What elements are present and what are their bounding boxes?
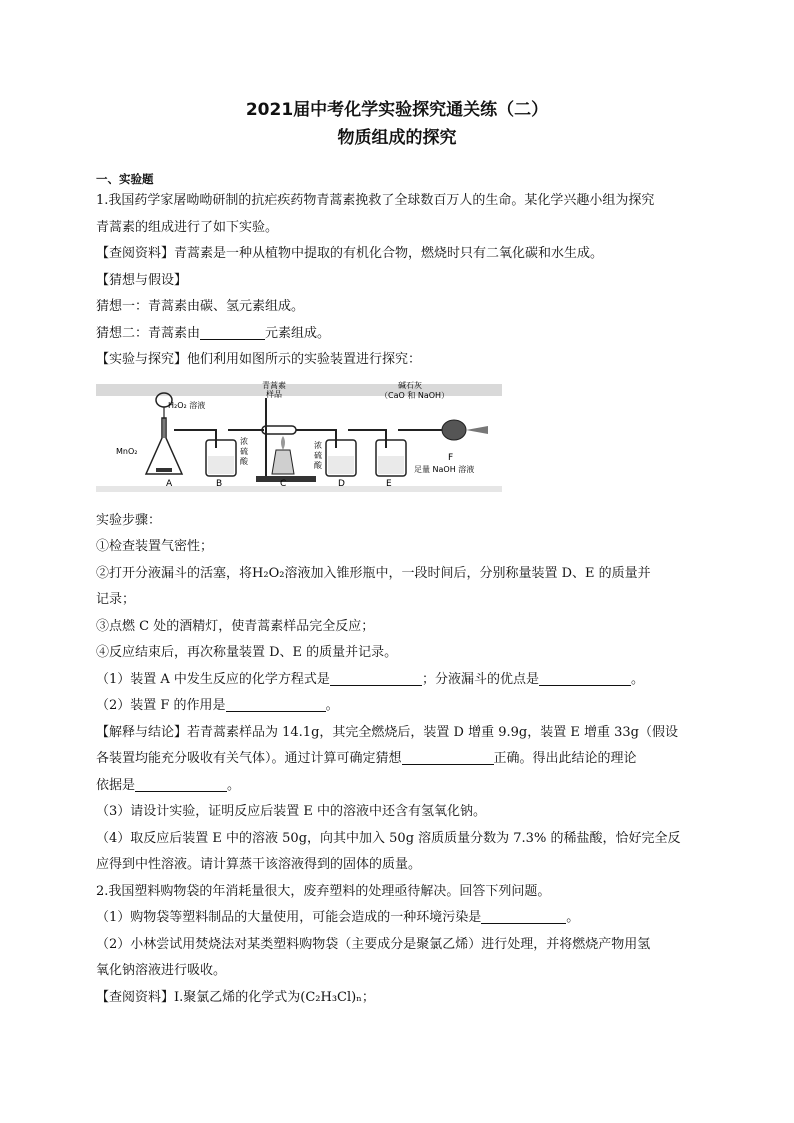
q1-steps-heading: 实验步骤： xyxy=(96,512,162,528)
formula-h2o2: H₂O₂ xyxy=(252,565,285,581)
q1-conclusion-line2: 各装置均能充分吸收有关气体）。通过计算可确定猜想 正确。得出此结论的理论 xyxy=(96,746,698,773)
formula-pvc: (C₂H₃Cl)ₙ xyxy=(300,989,362,1005)
page-subtitle: 物质组成的探究 xyxy=(337,128,457,148)
q1-conclusion-line1: 【解释与结论】若青蒿素样品为 14.1g，其完全燃烧后，装置 D 增重 9.9g，装置 E 增重 33g（假设 xyxy=(96,724,678,740)
q1-sub-1: （1）装置 A 中发生反应的化学方程式是 ；分液漏斗的优点是 。 xyxy=(96,667,698,694)
label-d: D xyxy=(338,478,345,489)
answer-blank xyxy=(330,669,422,686)
label-acid-d-1: 浓 xyxy=(314,440,322,450)
section-heading: 一、实验题 xyxy=(96,172,154,186)
answer-blank xyxy=(135,775,227,792)
apparatus-figure xyxy=(96,378,502,498)
document-page xyxy=(96,96,698,1011)
label-soda-lime-1: 碱石灰 xyxy=(398,380,422,390)
q1-step-4: ④反应结束后，再次称量装置 D、E 的质量并记录。 xyxy=(96,645,398,660)
label-a: A xyxy=(166,478,173,489)
answer-blank xyxy=(481,907,566,924)
q2-reference: 【查阅资料】Ⅰ.聚氯乙烯的化学式为(C₂H₃Cl)ₙ； xyxy=(96,989,375,1005)
label-sample-2: 样品 xyxy=(266,389,282,399)
label-acid-d-3: 酸 xyxy=(314,460,322,470)
q1-hypothesis-2: 猜想二：青蒿素由 元素组成。 xyxy=(96,321,698,348)
q1-sub-2: （2）装置 F 的作用是 。 xyxy=(96,693,698,720)
label-f: F xyxy=(448,452,454,463)
answer-blank xyxy=(539,669,631,686)
q1-hypothesis-heading: 【猜想与假设】 xyxy=(96,272,188,288)
q1-reference: 【查阅资料】青蒿素是一种从植物中提取的有机化合物，燃烧时只有二氧化碳和水生成。 xyxy=(96,246,604,261)
label-h2o2: H₂O₂ 溶液 xyxy=(168,400,206,410)
label-acid-b-2: 硫 xyxy=(240,446,248,456)
q1-step-2: ②打开分液漏斗的活塞，将H₂O₂溶液加入锥形瓶中，一段时间后，分别称量装置 D、E 的质量并 xyxy=(96,565,651,581)
answer-blank xyxy=(402,748,494,765)
q1-conclusion-line3: 依据是 。 xyxy=(96,773,698,800)
q1-intro-line1: 1.我国药学家屠呦呦研制的抗疟疾药物青蒿素挽救了全球数百万人的生命。某化学兴趣小组为探究 xyxy=(96,193,655,208)
label-c: C xyxy=(280,478,287,489)
label-acid-b-3: 酸 xyxy=(240,456,248,466)
label-soda-lime-2: （CaO 和 NaOH） xyxy=(380,390,450,400)
label-mno2: MnO₂ xyxy=(116,446,138,456)
q2-sub-1: （1）购物袋等塑料制品的大量使用，可能会造成的一种环境污染是 。 xyxy=(96,905,698,932)
answer-blank xyxy=(226,695,326,712)
q2-sub-2-line1: （2）小林尝试用焚烧法对某类塑料购物袋（主要成分是聚氯乙烯）进行处理，并将燃烧产物用氢 xyxy=(96,936,651,952)
q1-explore: 【实验与探究】他们利用如图所示的实验装置进行探究： xyxy=(96,352,422,367)
q1-hypothesis-1: 猜想一：青蒿素由碳、氢元素组成。 xyxy=(96,299,305,314)
q1-step-3: ③点燃 C 处的酒精灯，使青蒿素样品完全反应； xyxy=(96,618,375,634)
q2-intro: 2.我国塑料购物袋的年消耗量很大，废弃塑料的处理亟待解决。回答下列问题。 xyxy=(96,883,551,899)
q1-sub-4-line1: （4）取反应后装置 E 中的溶液 50g，向其中加入 50g 溶质质量分数为 7.3% 的稀盐酸，恰好完全反 xyxy=(96,830,681,846)
label-b: B xyxy=(216,478,223,489)
q1-intro-line2: 青蒿素的组成进行了如下实验。 xyxy=(96,219,279,235)
q2-sub-2-line2: 氧化钠溶液进行吸收。 xyxy=(96,963,227,978)
page-title: 2021届中考化学实验探究通关练（二） xyxy=(245,100,549,120)
q1-sub-4-line2: 应得到中性溶液。请计算蒸干该溶液得到的固体的质量。 xyxy=(96,857,422,872)
label-sample-1: 青蒿素 xyxy=(262,380,286,390)
label-naoh: 足量 NaOH 溶液 xyxy=(414,464,475,474)
label-acid-d-2: 硫 xyxy=(314,450,322,460)
q1-step-1: ①检查装置气密性； xyxy=(96,539,214,554)
answer-blank xyxy=(200,323,265,340)
label-acid-b-1: 浓 xyxy=(240,436,248,446)
q1-step-2-cont: 记录； xyxy=(96,592,136,607)
label-e: E xyxy=(386,478,392,489)
q1-sub-3: （3）请设计实验，证明反应后装置 E 中的溶液中还含有氢氧化钠。 xyxy=(96,804,487,819)
